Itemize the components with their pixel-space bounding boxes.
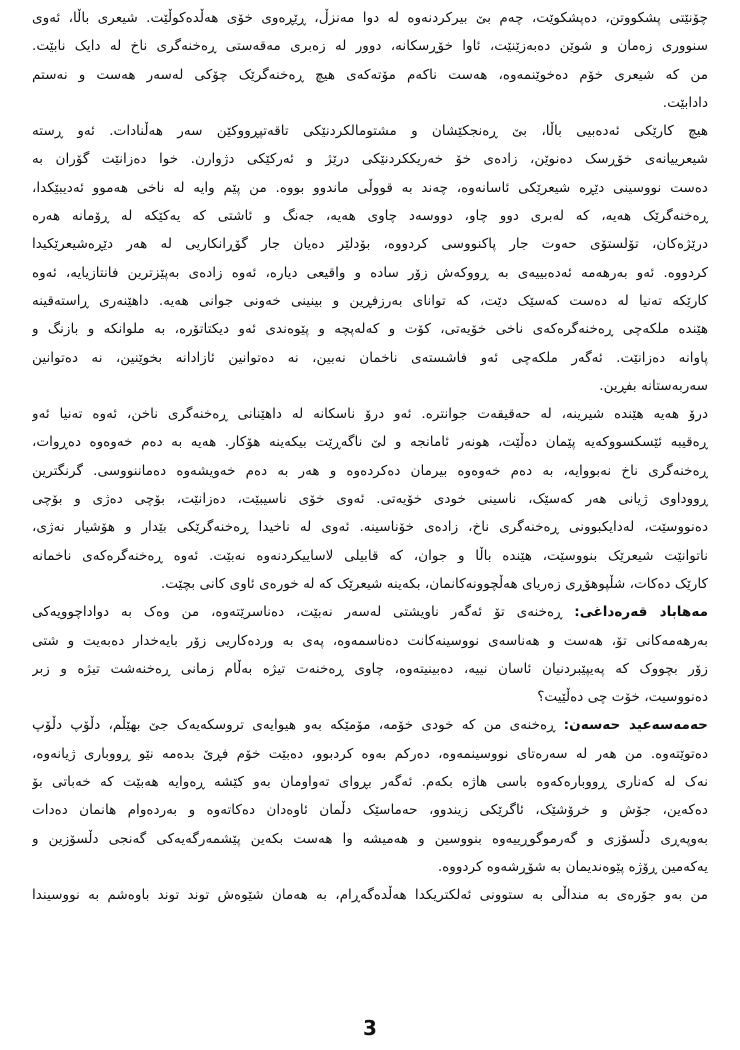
line-text: چۆنێتی پشکووتن، دەپشکوێت، چەم بێ بیرکردنەوە لە دوا مەنزڵ، ڕێڕەوی خۆی هەڵدەکوڵێت. شیعری باڵا، ئەوی — [32, 10, 708, 26]
line-text: کردووە. ئەو بەرهەمە ئەدەبییەی بە ڕووکەش زۆر سادە و واقیعی دیارە، ئەوە زادەی بەپێزترین فانتازیایە، ئەوە — [32, 264, 708, 281]
line-text: بەوپەڕی دڵسۆزی و گەرموگوڕییەوە بنووسین و هەمیشە وا هەست بکەین پێشمەرگەیەکی گەنجی دڵسۆزین و — [32, 830, 708, 847]
text-line — [32, 485, 708, 513]
text-line — [32, 344, 708, 372]
line-text: درێژەکان، تۆلستۆی حەوت جار پاکنووسی کردووە، بۆدلێر دەیان جار گۆڕانکاریی لە هەر دێڕەشیعرێکیدا — [32, 236, 708, 253]
line-text: دەنووسیت، خۆت چی دەڵێیت؟ — [537, 689, 708, 706]
line-text: من کە شیعری خۆم دەخوێنمەوە، هەست ناکەم مۆتەکەی هیچ ڕەخنەگرێک چۆکی لەسەر هەست و نەستم — [32, 66, 708, 83]
text-line — [32, 683, 708, 711]
line-text: شیعرییانەی خۆڕسک دەنوێن، زادەی خۆ خەریککردنێکی درێژ و ئەرکێکی دژوارن. خوا دەزانێت گۆران بە — [32, 151, 708, 168]
line-text: هێندە ملکەچی ڕەخنەگرەکەی ناخی خۆیەتی، کۆت و کەلەپچە و پێوەندی ئەو دیکتاتۆرە، بە ملوانکە و بازنگ و — [32, 321, 708, 338]
line-text: ڕەخنەگرێک هەیە، کە لەبری دوو چاو، دووسەد چاوی هەیە، جەنگ و ئاشتی کە یەکێکە لە ڕۆمانە هەرە — [32, 208, 708, 225]
body-text — [32, 4, 708, 910]
text-line — [32, 457, 708, 485]
line-text: دەنووسێت، لەدایکبوونی ڕەخنەگری ناخ، زادەی خۆناسینە. ئەوی لە ناخیدا ڕەخنەگرێکی بێدار و هۆشیار نەژی، — [32, 519, 708, 536]
text-line — [32, 400, 708, 428]
line-text: یەکەمین ڕۆژە پێوەندیمان بە شۆڕشەوە کردووە. — [437, 858, 708, 875]
line-text: کارێکە تەنیا لە دەست کەسێک دێت، کە توانای بەرزفڕین و بینینی خەونی جوانی هەیە. داهێنەری ڕاستەقینە — [32, 292, 708, 309]
text-line — [32, 145, 708, 173]
line-text: ڕەقیبە ئێسکسووکەیە پێمان دەڵێت، هونەر ئامانجە و لێ ناگەڕێت بیکەینە هۆکار. هەیە بە دەم خەوەوە دەڕوات، — [32, 434, 708, 451]
line-text: ڕەخنەی من کە خودی خۆمە، مۆمێکە بەو هیوایەی تروسکەیەک جێ بهێڵم، دڵۆپ دڵۆپ — [32, 717, 564, 734]
page-number: 3 — [363, 1016, 377, 1040]
text-line — [32, 598, 708, 626]
speaker-name: حەمەسەعید حەسەن: — [563, 717, 708, 734]
text-line — [32, 768, 708, 796]
text-line — [32, 89, 708, 117]
text-line — [32, 825, 708, 853]
line-text: دەست نووسینی دێڕە شیعرێکی ئاسانەوە، چەند بە قووڵی ماندوو بووە. من پێم وایە لە ناخی هەموو ئەدیبێکدا، — [32, 179, 708, 196]
line-text: نەک لە کەناری ڕووبارەکەوە باسی هاژە بکەم. ئەگەر بڕوای تەواومان بەو کێشە ڕەوایە هەبێت کە خەباتی بۆ — [32, 774, 708, 791]
line-text: ڕووداوی ژیانی هەر کەسێک، ناسینی خودی خۆیەتی. ئەوی خۆی ناسیبێت، دەزانێت، بۆچی دەژی و بۆچی — [32, 491, 708, 508]
line-text: بەرهەمەکانی تۆ، هەست و هەناسەی نووسینەکانت دەناسمەوە، پەی بە وردەکاریی زۆر بایەخدار دەبەیت و شتی — [32, 632, 708, 649]
text-line — [32, 372, 708, 400]
line-text: ڕەخنەی تۆ ئەگەر ناویشتی لەسەر نەبێت، دەناسرێتەوە، من وەک بە دواداچوویەکی — [32, 604, 575, 621]
text-line — [32, 570, 708, 598]
text-line — [32, 711, 708, 739]
text-line — [32, 202, 708, 230]
line-text: من بەو جۆرەی بە منداڵی بە ستوونی ئەلکتریکدا هەڵدەگەڕام، بە هەمان شێوەش توند توند باوەشم بە نووسیندا — [32, 887, 708, 904]
line-text: دەتوێتەوە. من هەر لە سەرەتای نووسینمەوە، دەرکم بەوە کردبوو، دەبێت خۆم فڕێ بدەمە نێو ڕووباری ژیانەوە، — [32, 745, 708, 762]
speaker-name: مەهاباد قەرەداغی: — [574, 604, 708, 621]
line-text: دەکەین، جۆش و خرۆشێک، ئاگرێکی زیندوو، حەماسێک دڵمان ئاوەدان دەکاتەوە و بەردەوام هانمان دەدات — [32, 802, 708, 819]
line-text: درۆ هەیە هێندە شیرینە، لە حەقیقەت جوانترە. ئەو درۆ ناسکانە لە داهێنانی ڕەخنەگری ناخن، ئەوە تەنیا ئەو — [32, 406, 708, 423]
line-text: سەربەستانە بفڕین. — [599, 377, 708, 394]
text-line — [32, 315, 708, 343]
line-text: کارێک دەکات، شڵپوهۆڕی زەریای هەڵچوونەکانمان، بکەینە شیعرێک کە لە خورەی ئاوی کانی بچێت. — [160, 575, 708, 592]
text-line — [32, 259, 708, 287]
text-line — [32, 796, 708, 824]
text-line — [32, 513, 708, 541]
line-text: هیچ کارێکی ئەدەبیی باڵا، بێ ڕەنجکێشان و مشتومالکردنێکی تاقەتپڕووکێن سەر هەڵنادات. ئەو ڕستە — [32, 123, 708, 140]
text-line — [32, 287, 708, 315]
line-text: دادابێت. — [662, 94, 708, 111]
line-text: زۆر بچووک کە پەیپێبردنیان ئاسان نییە، دەبینیتەوە، چاوی ڕەخنەت تیژە بەڵام زمانی ڕەخنەشت تیژە و زبر — [32, 660, 708, 677]
line-text: پاوانە دەزانێت. ئەگەر ملکەچی ئەو فاشستەی ناخمان نەبین، نە دەتوانین ئازادانە بخوێنین، نە دەتوانین — [32, 349, 708, 366]
text-line — [32, 117, 708, 145]
text-line — [32, 627, 708, 655]
text-line — [32, 740, 708, 768]
text-line — [32, 32, 708, 60]
text-line — [32, 174, 708, 202]
text-line — [32, 61, 708, 89]
text-line — [32, 655, 708, 683]
line-text: ڕەخنەگری ناخ نەبووایە، بە دەم خەوەوە بیرمان دەکردەوە و هەر بە دەم خەویشەوە دەماننووسی. گرنگترین — [32, 462, 708, 479]
text-line — [32, 881, 708, 909]
text-line — [32, 4, 708, 32]
text-line — [32, 853, 708, 881]
line-text: سنووری زەمان و شوێن دەبەزێنێت، ئاوا خۆڕسکانە، دوور لە زەبری مەقەستی ڕەخنەگری ناخ لە دایک نابێت. — [32, 38, 708, 55]
text-line — [32, 542, 708, 570]
text-line — [32, 428, 708, 456]
text-line — [32, 230, 708, 258]
line-text: ناتوانێت شیعرێک بنووسێت، هێندە باڵا و جوان، کە قابیلی لاساییکردنەوە نەبێت. ئەوە ڕەخنەگرەکەی ناخمانە — [32, 547, 708, 564]
